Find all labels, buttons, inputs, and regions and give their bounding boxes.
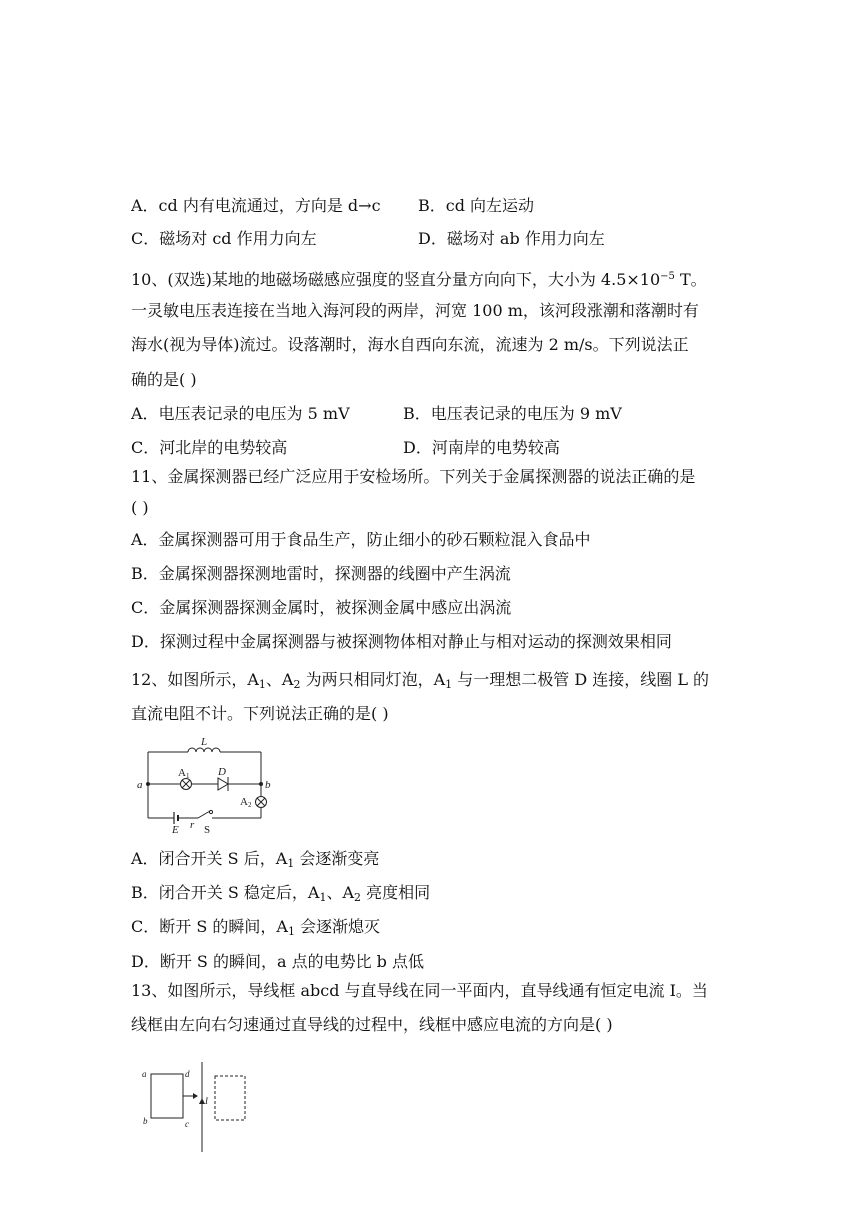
- q12-option-d: D．断开 S 的瞬间，a 点的电势比 b 点低: [131, 952, 425, 971]
- switch-icon: [198, 811, 210, 818]
- q10-option-d: D．河南岸的电势较高: [403, 438, 560, 457]
- q11-option-a: A．金属探测器可用于食品生产，防止细小的砂石颗粒混入食品中: [131, 530, 591, 549]
- inductor-coil-icon: [188, 748, 220, 752]
- q10-stem-line3: 海水(视为导体)流过。设落潮时，海水自西向东流，流速为 2 m/s。下列说法正: [131, 335, 689, 354]
- frame-final-position: [215, 1076, 245, 1120]
- label-c: c: [185, 1119, 189, 1129]
- q12-stem-line2: 直流电阻不计。下列说法正确的是( ): [131, 704, 389, 723]
- q10-stem-line1: 10、(双选)某地的地磁场磁感应强度的竖直分量方向向下，大小为 $4.5\times 10^{-5}$ T。: [131, 270, 707, 289]
- q13-stem-line1: 13、如图所示，导线框 abcd 与直导线在同一平面内，直导线通有恒定电流 I。当: [131, 981, 708, 1000]
- q12-circuit-diagram: [132, 732, 277, 836]
- q12-option-a: A．闭合开关 S 后，$A_1$ 会逐渐变亮: [131, 849, 380, 870]
- q9-option-d: D．磁场对 ab 作用力向左: [418, 229, 605, 248]
- q10-stem-line4: 确的是( ): [131, 370, 197, 389]
- q10-stem-line2: 一灵敏电压表连接在当地入海河段的两岸，河宽 100 m，该河段涨潮和落潮时有: [131, 301, 699, 320]
- motion-arrow-icon: [193, 1093, 198, 1099]
- q9-option-c: C．磁场对 cd 作用力向左: [131, 229, 317, 248]
- q11-stem-line1: 11、金属探测器已经广泛应用于安检场所。下列关于金属探测器的说法正确的是: [131, 467, 696, 486]
- label-S: S: [204, 824, 211, 836]
- label-d: d: [185, 1069, 190, 1079]
- label-D: D: [218, 766, 226, 778]
- q12-option-c: C．断开 S 的瞬间，$A_1$ 会逐渐熄灭: [131, 917, 381, 938]
- label-r: r: [190, 819, 195, 831]
- q11-option-d: D．探测过程中金属探测器与被探测物体相对静止与相对运动的探测效果相同: [131, 632, 672, 651]
- label-A1: A1: [178, 767, 190, 780]
- label-L: L: [201, 736, 208, 748]
- label-E: E: [172, 824, 179, 836]
- label-b: b: [265, 779, 271, 791]
- label-A2: A2: [240, 796, 252, 809]
- q10-option-b: B．电压表记录的电压为 9 mV: [403, 404, 622, 423]
- q10-option-c: C．河北岸的电势较高: [131, 438, 288, 457]
- q9-option-a: A．cd 内有电流通过，方向是 d→c: [131, 196, 381, 215]
- q10-option-a: A．电压表记录的电压为 5 mV: [131, 404, 350, 423]
- q9-option-b: B．cd 向左运动: [418, 196, 535, 215]
- label-b: b: [143, 1116, 148, 1126]
- label-I: I: [205, 1096, 208, 1106]
- wire-frame-abcd: [151, 1074, 183, 1118]
- q13-stem-line2: 线框由左向右匀速通过直导线的过程中，线框中感应电流的方向是( ): [131, 1015, 613, 1034]
- q11-option-c: C．金属探测器探测金属时，被探测金属中感应出涡流: [131, 598, 512, 617]
- q12-option-b: B．闭合开关 S 稳定后，$A_1$、$A_2$ 亮度相同: [131, 883, 431, 904]
- q12-stem-line1: 12、如图所示，$A_1$、$A_2$ 为两只相同灯泡，$A_1$ 与一理想二极管 D 连接，线圈 L 的: [131, 670, 710, 691]
- q11-option-b: B．金属探测器探测地雷时，探测器的线圈中产生涡流: [131, 564, 511, 583]
- label-a: a: [137, 779, 143, 791]
- diode-icon: [218, 778, 228, 790]
- q13-wire-frame-diagram: [138, 1060, 253, 1155]
- label-a: a: [142, 1069, 147, 1079]
- q11-stem-line2: ( ): [131, 498, 149, 517]
